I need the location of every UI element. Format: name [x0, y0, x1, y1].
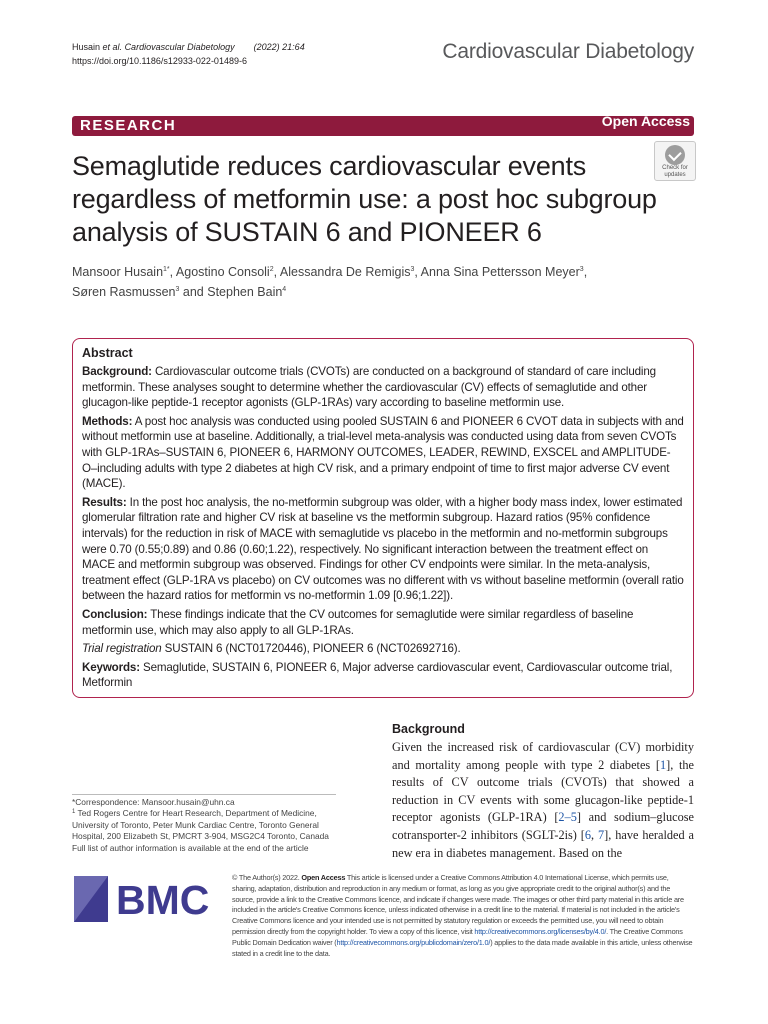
- abstract-background-label: Background:: [82, 365, 152, 378]
- citation-line: [72, 40, 305, 54]
- background-text: ,: [591, 827, 599, 842]
- abstract-background-text: Cardiovascular outcome trials (CVOTs) are conducted on a background of standard of care including metformin. These analyses sought to determine whether the cardiovascular (CV) effects of semaglutide and other glucagon-like peptide-1 receptor agonists (GLP-1RAs) vary according to baseline metformin use.: [82, 365, 656, 410]
- article-type-banner: [72, 113, 694, 136]
- open-access-label: Open Access: [601, 113, 690, 129]
- citation-link[interactable]: 6: [584, 827, 592, 842]
- affiliation-sup: 1: [72, 809, 76, 816]
- abstract-background: [82, 364, 684, 411]
- author-affiliation-sup: 2: [269, 266, 274, 273]
- correspondence-footnote: [72, 794, 336, 854]
- background-paragraph: [392, 739, 694, 862]
- author-separator: ,: [583, 265, 588, 279]
- author-separator: ,: [169, 265, 176, 279]
- author-name[interactable]: Alessandra De Remigis: [279, 265, 411, 279]
- license-body: This article is licensed under a Creative Commons Attribution 4.0 International License, which permits use, sharing, adaptation, distribution and reproduction in any medium or format, as long as you give appropriate credit to the original author(s) and the source, provide a link to the Creative Commons licence, and indicate if changes were made. The images or other third party material in this article are included in the article's Creative Commons licence, unless indicated otherwise in a credit line to the material. If material is not included in the article's Creative Commons licence and your intended use is not permitted by statutory regulation or exceeds the permitted use, you will need to obtain permission directly from the copyright holder. To view a copy of this licence, visit: [232, 873, 684, 936]
- keywords-text: Semaglutide, SUSTAIN 6, PIONEER 6, Major adverse cardiovascular event, Cardiovascular outcome trial, Metformin: [82, 660, 673, 690]
- abstract-methods-text: A post hoc analysis was conducted using pooled SUSTAIN 6 and PIONEER 6 CVOT data in subjects with and without metformin use at baseline. Additionally, a trial-level meta-analysis was conducted using data from seven CVOTs with GLP-1RAs–SUSTAIN 6, PIONEER 6, HARMONY OUTCOMES, LEADER, REWIND, EXSCEL and AMPLITUDE-O–including adults with type 2 diabetes at high CV risk, and a primary endpoint of time to first major adverse CV event (MACE).: [82, 414, 684, 491]
- bmc-logo-text: BMC: [116, 877, 210, 923]
- abstract-results-text: In the post hoc analysis, the no-metformin subgroup was older, with a higher body mass index, lower estimated glomerular filtration rate and higher CV risk at baseline vs the metformin subgroup. Hazard ratios (95% confidence intervals) for the reduction in risk of MACE with semaglutide vs placebo in the metformin and no-metformin subgroups were 0.70 (0.55;0.89) and 0.86 (0.60;1.22), respectively. No significant interaction between the treatment effect on MACE and metformin subgroup was observed. Findings for other CV endpoints were similar. In the meta-analysis, treatment effect (GLP-1RA vs placebo) on CV outcomes was no different with vs without baseline metformin (overall ratio between the hazard ratios for metformin vs no-metformin 1.09 [0.96;1.22]).: [82, 495, 684, 603]
- author-name[interactable]: Mansoor Husain: [72, 265, 164, 279]
- check-updates-icon: [665, 145, 685, 165]
- citation-link[interactable]: 2–5: [558, 810, 577, 825]
- public-domain-link[interactable]: http://creativecommons.org/publicdomain/zero/1.0/: [336, 937, 491, 947]
- trial-registration-label: Trial registration: [82, 642, 162, 656]
- license-open-access-label: Open Access: [301, 873, 346, 882]
- bmc-logo: [74, 876, 214, 922]
- author-affiliation-sup: 3: [175, 286, 180, 293]
- article-title: Semaglutide reduces cardiovascular events regardless of metformin use: a post hoc subgroup analysis of SUSTAIN 6 and PIONEER 6: [72, 151, 657, 247]
- author-name[interactable]: Søren Rasmussen: [72, 285, 176, 299]
- affiliation-text: Ted Rogers Centre for Heart Research, Department of Medicine, University of Toronto, Peter Munk Cardiac Centre, Toronto General Hospital, 200 Elizabeth St, PMCRT 3-904, MSG2C4 Toronto, Canada: [72, 808, 329, 842]
- author-separator: and: [179, 285, 208, 299]
- abstract-methods-label: Methods:: [82, 414, 133, 428]
- author-name[interactable]: Anna Sina Pettersson Meyer: [420, 265, 580, 279]
- abstract-conclusion-label: Conclusion:: [82, 607, 148, 621]
- author-affiliation-sup: 1*: [163, 266, 170, 273]
- background-text: ] and sodium–glucose cotransporter-2 inhibitors (SGLT-2is) [: [392, 810, 694, 842]
- keywords-label: Keywords:: [82, 660, 140, 674]
- correspondence-email[interactable]: *Correspondence: Mansoor.husain@uhn.ca: [72, 797, 235, 807]
- check-updates-line2: updates: [664, 172, 686, 178]
- abstract-methods: [82, 414, 684, 492]
- author-affiliation-sup: 4: [282, 286, 287, 293]
- abstract-results-label: Results:: [82, 495, 127, 509]
- citation-authors: Husain: [72, 42, 101, 52]
- affiliation-note: [72, 808, 336, 842]
- abstract-conclusion-text: These findings indicate that the CV outcomes for semaglutide were similar regardless of baseline metformin use, which may also apply to all GLP-1RAs.: [82, 607, 634, 637]
- abstract-results: [82, 495, 684, 604]
- license-copyright: © The Author(s) 2022.: [232, 873, 300, 882]
- citation-header: [72, 40, 305, 68]
- author-separator: ,: [414, 265, 421, 279]
- citation-link[interactable]: 1: [659, 757, 667, 772]
- license-link[interactable]: http://creativecommons.org/licenses/by/4.0/: [474, 926, 607, 936]
- author-affiliation-sup: 3: [410, 266, 415, 273]
- abstract-heading: Abstract: [82, 346, 133, 360]
- license-body: ) applies to the data made available in this article, unless otherwise stated in a credit line to the data.: [232, 937, 693, 958]
- abstract-trial-registration: [82, 641, 684, 657]
- citation-year-volume: (2022) 21:64: [253, 42, 305, 52]
- author-affiliation-sup: 3: [579, 266, 584, 273]
- author-separator: ,: [273, 265, 280, 279]
- license-body: . The Creative Commons Public Domain Dedication waiver (: [232, 926, 683, 947]
- background-text: ], have heralded a new era in diabetes management. Based on the: [392, 827, 694, 860]
- author-name[interactable]: Agostino Consoli: [175, 265, 270, 279]
- abstract-keywords: [82, 660, 684, 691]
- background-heading: Background: [392, 722, 465, 736]
- citation-link[interactable]: 7: [598, 827, 605, 842]
- abstract-conclusion: [82, 607, 684, 638]
- author-name[interactable]: Stephen Bain: [207, 285, 283, 299]
- journal-title: Cardiovascular Diabetology: [442, 40, 694, 63]
- check-for-updates-badge[interactable]: [654, 141, 696, 181]
- citation-journal: Cardiovascular Diabetology: [124, 42, 235, 52]
- license-notice: [232, 873, 694, 959]
- abstract-box: [72, 338, 694, 698]
- background-text: ], the results of CV outcome trials (CVOTs) that showed a reduction in CV events with some glucagon-like peptide-1 receptor agonists (GLP-1RA) [: [392, 757, 694, 825]
- trial-registration-text: SUSTAIN 6 (NCT01720446), PIONEER 6 (NCT02692716).: [164, 642, 461, 656]
- author-list: [72, 262, 694, 302]
- citation-et-al: et al.: [102, 42, 123, 52]
- doi-link[interactable]: https://doi.org/10.1186/s12933-022-01489-6: [72, 56, 247, 66]
- article-type-label: RESEARCH: [80, 117, 177, 134]
- background-text: Given the increased risk of cardiovascular (CV) morbidity and mortality among people with type 2 diabetes [: [392, 740, 694, 772]
- full-author-info-note: Full list of author information is available at the end of the article: [72, 842, 309, 853]
- check-updates-line1: Check for: [662, 165, 688, 171]
